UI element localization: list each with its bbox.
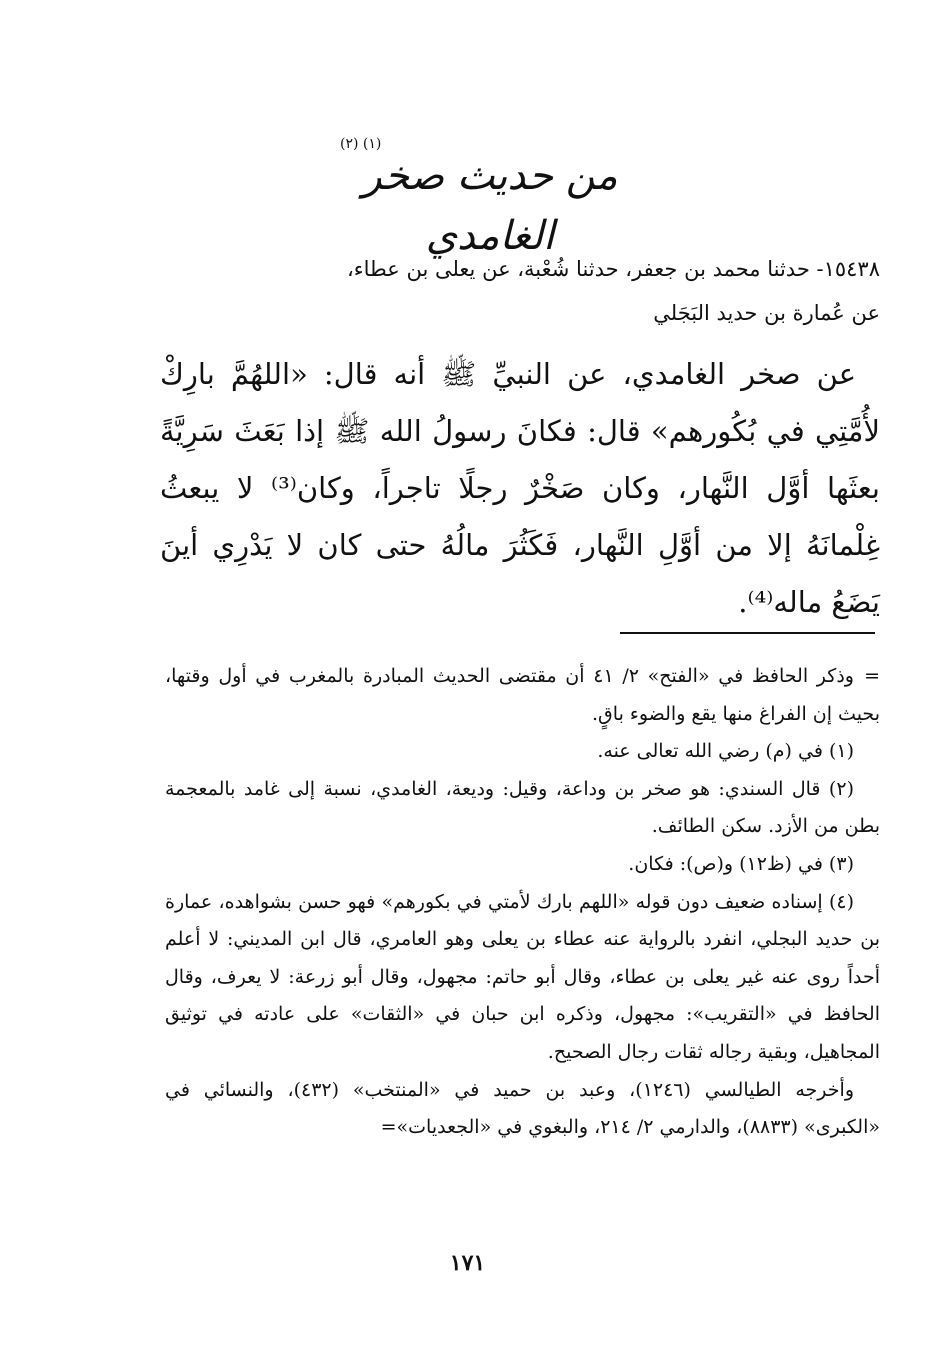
footnote-2: (٢) قال السندي: هو صخر بن وداعة، وقيل: وديعة، الغامدي، نسبة إلى غامد بالمعجمة بطن من الأزد. سكن الطائف. xyxy=(165,777,880,838)
heading-footnote-marks: (١) (٢) xyxy=(340,136,382,152)
continuation-mark: = xyxy=(864,665,880,687)
hadith-matn xyxy=(160,346,880,631)
footnote-continuation-text: وذكر الحافظ في «الفتح» ٢/ ٤١ أن مقتضى الحديث المبادرة بالمغرب في أول وقتها، بحيث إن الفراغ منها يقع والضوء باقٍ. xyxy=(165,665,880,725)
matn-text: عن صخر الغامدي، عن النبيِّ ﷺ أنه قال: «اللهُمَّ بارِكْ لأُمَّتِي في بُكُورهم» قال: فكانَ رسولُ الله ﷺ إذا بَعَثَ سَرِيَّةً بعثَها أوَّل النَّهار، وكان صَخْرٌ رجلًا تاجراً، وكان⁽³⁾ لا يبعثُ غِلْمانَهُ إلا من أوَّلِ النَّهار، فَكَثُرَ مالُهُ حتى كان لا يَدْرِي أينَ يَضَعُ ماله⁽⁴⁾. xyxy=(160,357,880,619)
isnad-line-2: عن عُمارة بن حديد البَجَلي xyxy=(653,301,880,325)
section-heading xyxy=(300,132,680,266)
page-number: ١٧١ xyxy=(449,1250,486,1276)
heading-title: من حديث صخر الغامدي xyxy=(362,153,618,259)
isnad-line-1: ١٥٤٣٨- حدثنا محمد بن جعفر، حدثنا شُعْبة، عن يعلى بن عطاء، xyxy=(346,257,880,281)
footnotes xyxy=(165,658,880,1147)
footnote-separator xyxy=(620,632,875,634)
footnote-1: (١) في (م) رضي الله تعالى عنه. xyxy=(597,740,854,763)
hadith-isnad xyxy=(165,247,880,335)
footnote-4: (٤) إسناده ضعيف دون قوله «اللهم بارك لأمتي في بكورهم» فهو حسن بشواهده، عمارة بن حديد البجلي، انفرد بالرواية عنه عطاء بن يعلى وهو العامري، قال ابن المديني: لا أعلم أحداً روى عنه غير يعلى بن عطاء، وقال أبو حاتم: مجهول، وقال أبو زرعة: لا يعرف، وقال الحافظ في «التقريب»: مجهول، وذكره ابن حبان في «الثقات» على عادته في توثيق المجاهيل، وبقية رجاله ثقات رجال الصحيح. xyxy=(165,890,880,1063)
footnote-continuation xyxy=(165,658,880,733)
footnote-4-continued: وأخرجه الطيالسي (١٢٤٦)، وعبد بن حميد في «المنتخب» (٤٣٢)، والنسائي في «الكبرى» (٨٨٣٣)، والدارمي ٢/ ٢١٤، والبغوي في «الجعديات»= xyxy=(165,1078,880,1139)
footnote-3: (٣) في (ظ١٢) و(ص): فكان. xyxy=(628,852,854,875)
